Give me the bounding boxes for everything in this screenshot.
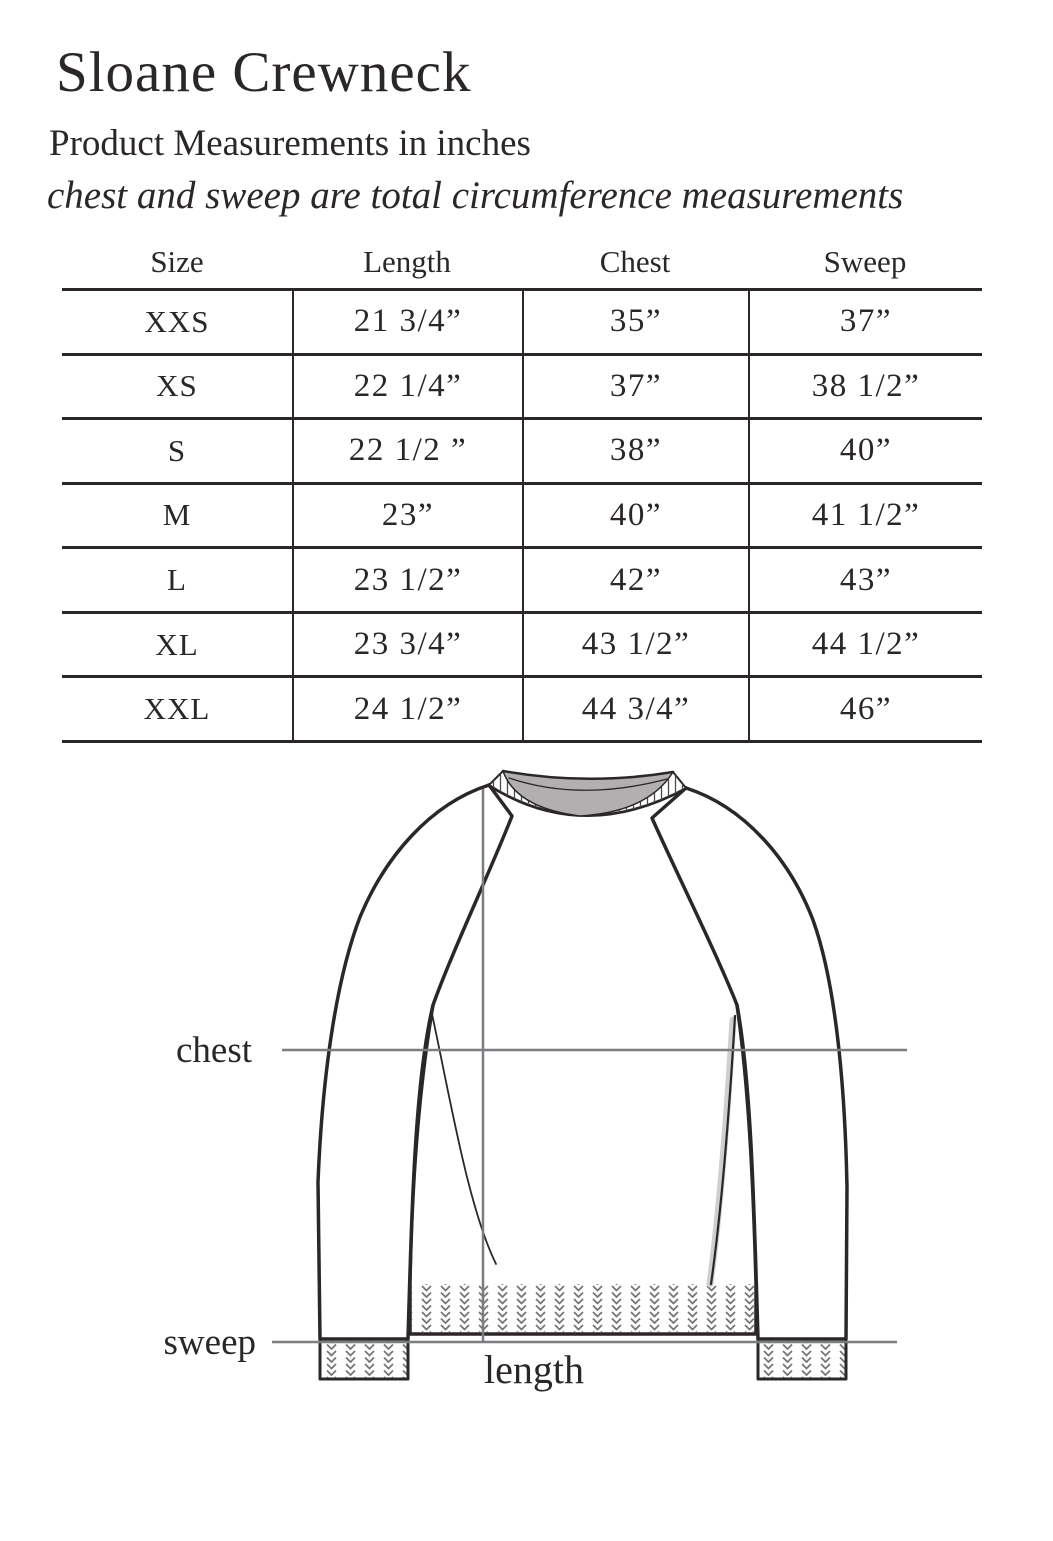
size-label: XXS [144,303,210,339]
column-header-sweep: Sweep [823,244,907,279]
chest-value: 37” [522,356,748,418]
length-value: 22 1/2 ” [292,420,522,482]
size-label: XXL [143,691,211,727]
sweep-value: 43” [748,549,982,611]
sweep-value: 41 1/2” [748,485,982,547]
size-label: L [167,562,187,598]
chest-label: chest [175,1030,252,1071]
column-header-size: Size [150,244,204,279]
table-body [62,288,982,743]
sweep-value: 44 1/2” [748,614,982,676]
length-value: 21 3/4” [292,291,522,353]
column-header-chest: Chest [599,244,671,279]
sweep-value: 38 1/2” [748,356,982,418]
chest-value: 42” [522,549,748,611]
length-value: 24 1/2” [292,678,522,740]
page-title: Sloane Crewneck [56,41,472,104]
chest-value: 38” [522,420,748,482]
table-row-xxs [62,291,982,356]
chest-value: 44 3/4” [522,678,748,740]
sweep-value: 40” [748,420,982,482]
sweep-value: 37” [748,291,982,353]
chest-value: 43 1/2” [522,614,748,676]
length-value: 22 1/4” [292,356,522,418]
table-row-xl [62,614,982,679]
page-subtitle: Product Measurements in inches [49,123,531,164]
sweater-flat-sketch [318,771,847,1379]
table-row-m [62,485,982,550]
size-label: M [162,497,192,533]
size-label: XL [155,626,199,662]
table-row-s [62,420,982,485]
length-value: 23 1/2” [292,549,522,611]
measurement-note: chest and sweep are total circumference measurements [47,174,904,217]
length-value: 23” [292,485,522,547]
length-value: 23 3/4” [292,614,522,676]
table-header-row [62,240,982,288]
length-label: length [484,1347,584,1392]
hem-ribbing [412,1284,754,1332]
table-row-xs [62,356,982,421]
size-label: XS [156,368,198,404]
sweep-label: sweep [163,1322,256,1363]
table-row-l [62,549,982,614]
sweep-value: 46” [748,678,982,740]
chest-value: 40” [522,485,748,547]
size-label: S [167,432,187,468]
left-cuff-ribbing [320,1339,408,1379]
chest-value: 35” [522,291,748,353]
column-header-length: Length [363,244,451,279]
right-cuff-ribbing [758,1339,846,1379]
table-row-xxl [62,678,982,743]
sweater-measurement-diagram [0,752,1053,1412]
size-chart-table [62,240,982,743]
